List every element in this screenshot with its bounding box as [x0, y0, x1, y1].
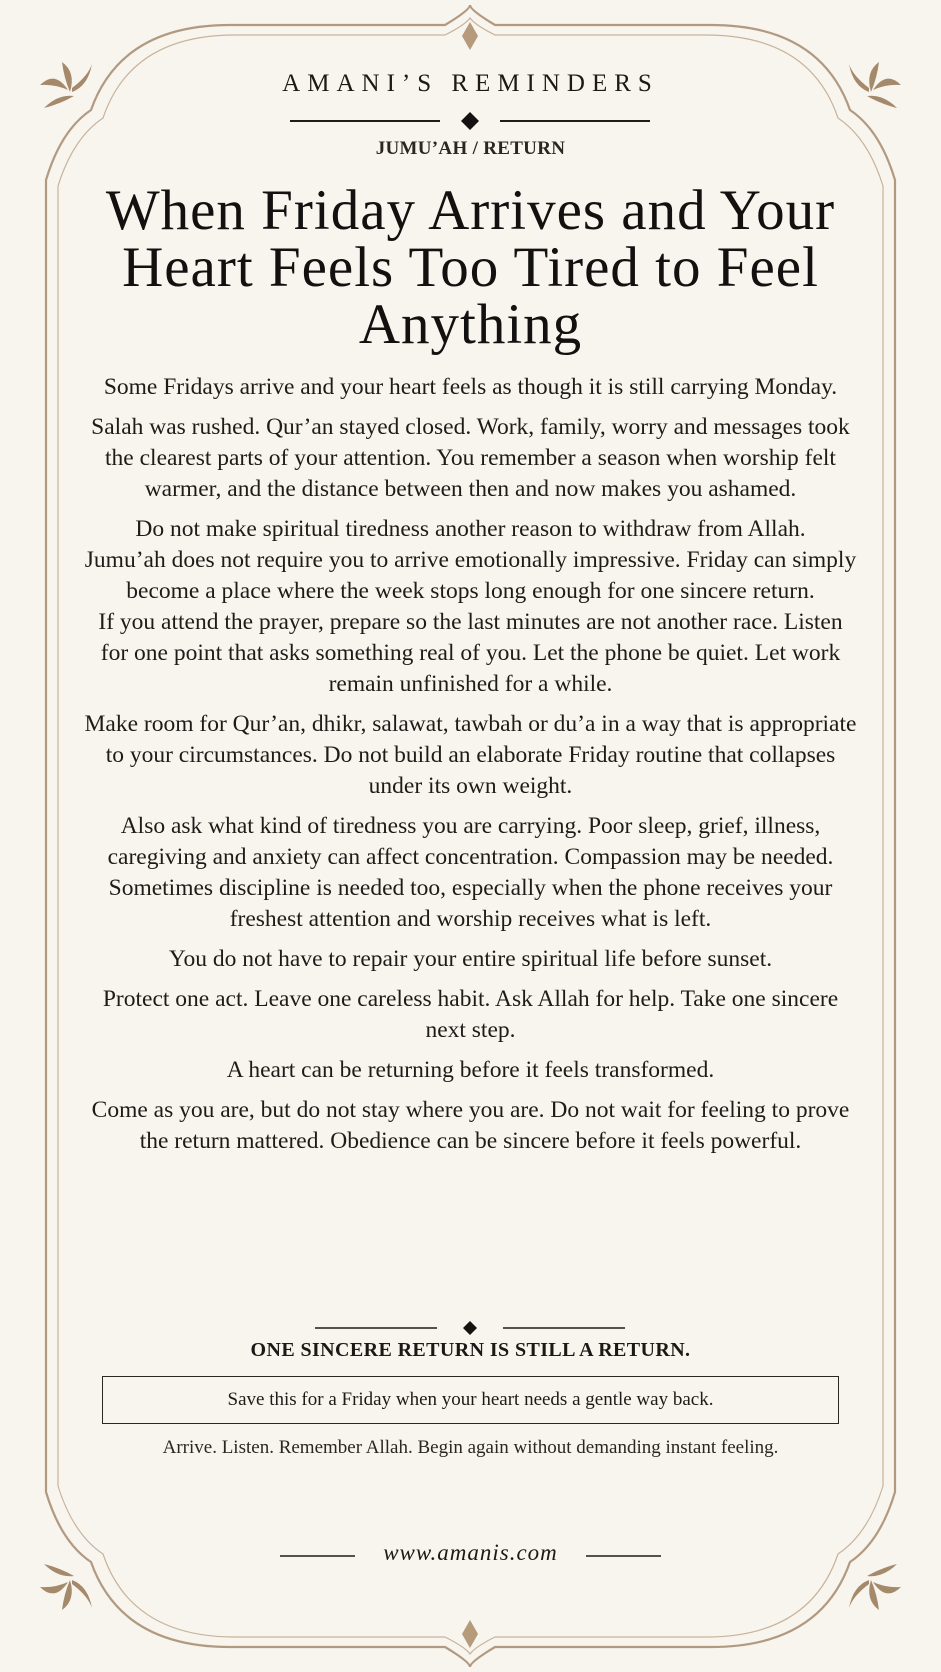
paragraph: Also ask what kind of tiredness you are carrying. Poor sleep, grief, illness, caregiving and anxiety can affect concentration. Compassion may be needed. Sometimes discipline is needed too, especially when the phone receives your freshest attention and worship receives what is left. — [107, 813, 834, 932]
paragraph: A heart can be returning before it feels transformed. — [226, 1057, 715, 1083]
website-link[interactable]: www.amanis.com — [383, 1540, 558, 1565]
save-note-box — [102, 1376, 839, 1424]
paragraph: Come as you are, but do not stay where you are. Do not wait for feeling to prove the return mattered. Obedience can be sincere before it feels powerful. — [91, 1097, 850, 1154]
paragraph: Jumu’ah does not require you to arrive emotionally impressive. Friday can simply become a place where the week stops long enough for one sincere return. — [84, 547, 857, 604]
paragraph: If you attend the prayer, prepare so the last minutes are not another race. Listen for one point that asks something real of you. Let the phone be quiet. Let work remain unfinished for a while. — [98, 609, 843, 697]
top-diamond-ornament — [462, 22, 478, 50]
corner-flourish-bottom-left — [40, 1564, 92, 1610]
article-body — [82, 372, 859, 1166]
paragraph: Some Fridays arrive and your heart feels as though it is still carrying Monday. — [103, 374, 838, 400]
corner-flourish-bottom-right — [849, 1564, 901, 1610]
header-divider — [290, 112, 650, 130]
lower-divider — [315, 1321, 625, 1335]
paragraph: Do not make spiritual tiredness another reason to withdraw from Allah. — [135, 516, 806, 542]
category-kicker: JUMU’AH / RETURN — [375, 138, 566, 159]
bottom-diamond-ornament — [462, 1620, 478, 1648]
paragraph: Protect one act. Leave one careless habit. Ask Allah for help. Take one sincere next step. — [102, 986, 839, 1043]
call-to-action-heading: ONE SINCERE RETURN IS STILL A RETURN. — [250, 1339, 691, 1361]
paragraph: Make room for Qur’an, dhikr, salawat, tawbah or du’a in a way that is appropriate to your circumstances. Do not build an elaborate Friday routine that collapses under its own weight. — [84, 711, 857, 799]
page-title: When Friday Arrives and Your Heart Feels Too Tired to Feel Anything — [105, 179, 836, 356]
paragraph: Salah was rushed. Qur’an stayed closed. Work, family, worry and messages took the clearest parts of your attention. You remember a season when worship felt warmer, and the distance between then and now makes you ashamed. — [91, 414, 850, 502]
brand-title: AMANI’S REMINDERS — [282, 70, 659, 97]
closing-line: Arrive. Listen. Remember Allah. Begin again without demanding instant feeling. — [162, 1437, 779, 1458]
paragraph: You do not have to repair your entire spiritual life before sunset. — [168, 946, 773, 972]
save-note-text: Save this for a Friday when your heart needs a gentle way back. — [227, 1389, 714, 1410]
